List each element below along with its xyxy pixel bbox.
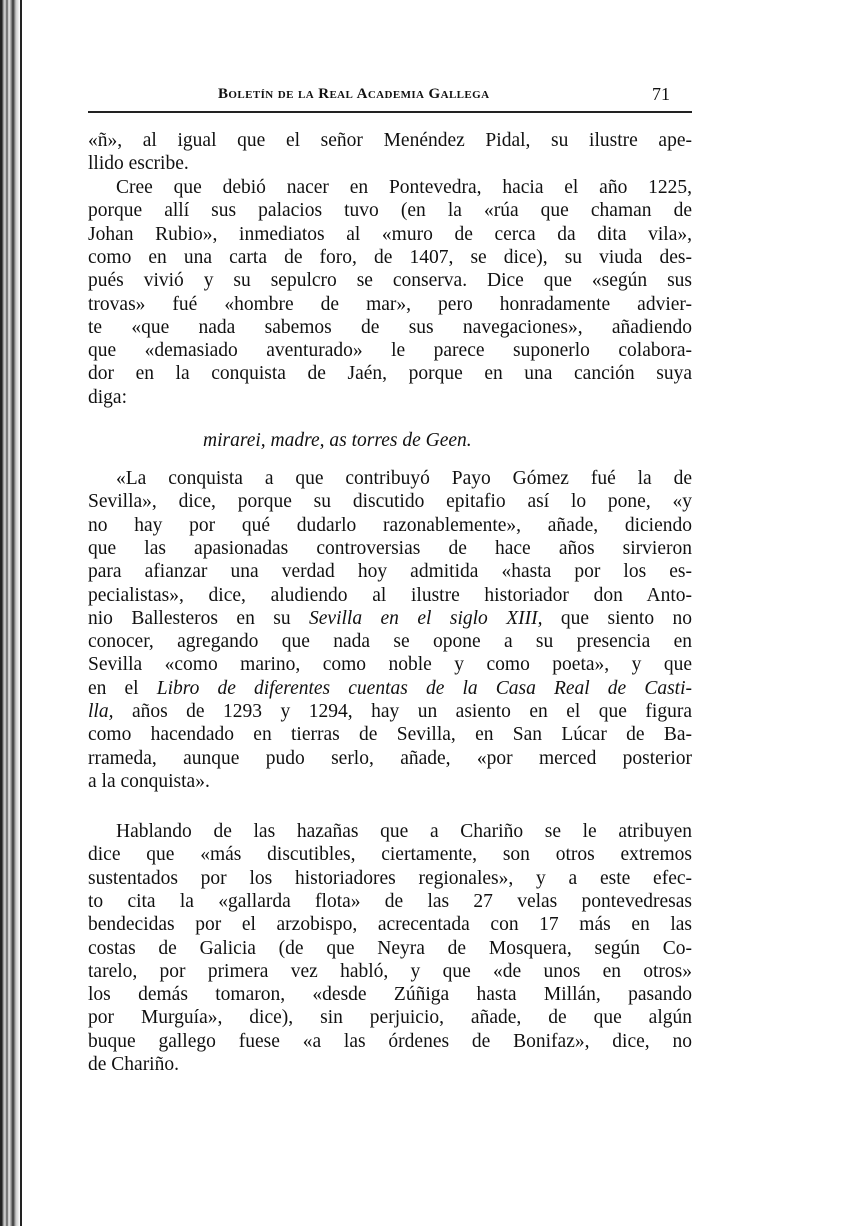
text-run: Sevilla», dice, porque su discutido epitafio así lo pone, «y — [88, 491, 692, 513]
text-line — [88, 152, 692, 175]
text-run: buque gallego fuese «a las órdenes de Bonifaz», dice, no — [88, 1030, 692, 1052]
text-run: que siento no — [542, 607, 693, 629]
text-run: pués vivió y su sepulcro se conserva. Dice que «según sus — [88, 270, 692, 292]
text-run: pecialistas», dice, aludiendo al ilustre historiador don Anto- — [88, 584, 692, 606]
text-line — [88, 607, 692, 630]
running-header — [88, 84, 692, 110]
text-line — [88, 560, 692, 583]
italic-text: Sevilla en el siglo XIII, — [309, 607, 543, 629]
text-run: a la conquista». — [88, 770, 210, 792]
text-line — [88, 514, 692, 537]
text-line — [88, 983, 692, 1006]
italic-text: lla, — [88, 701, 114, 722]
text-line — [88, 653, 692, 676]
text-run: que «demasiado aventurado» le parece suponerlo colabora- — [88, 340, 692, 362]
text-run: como hacendado en tierras de Sevilla, en San Lúcar de Ba- — [88, 724, 692, 746]
text-line — [88, 339, 692, 362]
text-run: de Chariño. — [88, 1054, 179, 1075]
text-line — [88, 1030, 692, 1053]
text-line — [88, 677, 692, 700]
book-binding-edge — [0, 0, 22, 1226]
text-run: Johan Rubio», inmediatos al «muro de cerca da dita vila», — [88, 223, 692, 245]
page-number: 71 — [652, 84, 670, 104]
italic-text: Libro de diferentes cuentas de la Casa Real de Casti- — [156, 677, 692, 699]
text-line — [88, 246, 692, 269]
text-line — [88, 362, 692, 385]
text-run: que las apasionadas controversias de hace años sirvieron — [88, 537, 692, 559]
text-run: rrameda, aunque pudo serlo, añade, «por merced posterior — [88, 747, 692, 769]
text-run: conocer, agregando que nada se opone a su presencia en — [88, 631, 692, 653]
text-line — [88, 490, 692, 513]
text-run: Cree que debió nacer en Pontevedra, hacia el año 1225, — [116, 177, 692, 198]
text-line — [88, 913, 692, 936]
text-run: Sevilla «como marino, como noble y como poeta», y que — [88, 654, 692, 676]
text-run: te «que nada sabemos de sus navegaciones», añadiendo — [88, 316, 692, 338]
text-run: los demás tomaron, «desde Zúñiga hasta Millán, pasando — [88, 984, 692, 1006]
text-line — [88, 770, 692, 793]
text-run: «ñ», al igual que el señor Menéndez Pidal, su ilustre ape- — [88, 130, 692, 151]
text-line — [88, 129, 692, 152]
text-run: porque allí sus palacios tuvo (en la «rúa que chaman de — [88, 200, 692, 222]
text-line — [88, 293, 692, 316]
text-line — [88, 630, 692, 653]
text-line — [88, 867, 692, 890]
text-line — [116, 176, 692, 199]
text-run: en el — [88, 677, 157, 699]
running-title: Boletín de la Real Academia Gallega — [218, 86, 490, 102]
header-rule — [88, 111, 692, 113]
text-run: como en una carta de foro, de 1407, se dice), su viuda des- — [88, 246, 692, 268]
italic-text: mirarei, madre, as torres de Geen. — [203, 430, 472, 451]
text-line — [88, 723, 692, 746]
text-line — [88, 584, 692, 607]
text-run: por Murguía», dice), sin perjuicio, añade, de que algún — [88, 1007, 692, 1029]
text-run: tarelo, por primera vez habló, y que «de unos en otros» — [88, 960, 692, 982]
text-run: para afianzar una verdad hoy admitida «hasta por los es- — [88, 561, 692, 583]
text-run: no hay por qué dudarlo razonablemente», añade, diciendo — [88, 514, 692, 536]
text-line — [88, 386, 692, 409]
text-run: llido escribe. — [88, 153, 189, 175]
text-run: costas de Galicia (de que Neyra de Mosquera, según Co- — [88, 937, 692, 959]
text-line — [116, 467, 692, 490]
text-run: to cita la «gallarda flota» de las 27 velas pontevedresas — [88, 890, 692, 912]
text-line — [88, 960, 692, 983]
text-line — [88, 269, 692, 292]
text-line — [88, 1006, 692, 1029]
text-run: «La conquista a que contribuyó Payo Gómez fué la de — [116, 468, 692, 489]
text-run: Hablando de las hazañas que a Chariño se le atribuyen — [116, 821, 692, 842]
text-run: trovas» fué «hombre de mar», pero honradamente advier- — [88, 293, 692, 315]
text-run: dice que «más discutibles, ciertamente, son otros extremos — [88, 844, 692, 866]
text-run: nio Ballesteros en su — [88, 607, 310, 629]
text-run: sustentados por los historiadores regionales», y a este efec- — [88, 867, 692, 889]
text-run: años de 1293 y 1294, hay un asiento en el que figura — [113, 701, 692, 722]
text-line — [88, 843, 692, 866]
text-line — [88, 223, 692, 246]
text-run: dor en la conquista de Jaén, porque en una canción suya — [88, 363, 692, 385]
text-run: bendecidas por el arzobispo, acrecentada con 17 más en las — [88, 914, 692, 936]
text-line — [88, 316, 692, 339]
text-line — [88, 890, 692, 913]
text-line — [88, 700, 692, 723]
text-line — [88, 537, 692, 560]
text-line — [88, 937, 692, 960]
text-line — [88, 747, 692, 770]
text-run: diga: — [88, 386, 127, 408]
text-line — [88, 1053, 692, 1076]
text-line — [116, 820, 692, 843]
text-line — [88, 199, 692, 222]
verse-line — [203, 429, 472, 452]
